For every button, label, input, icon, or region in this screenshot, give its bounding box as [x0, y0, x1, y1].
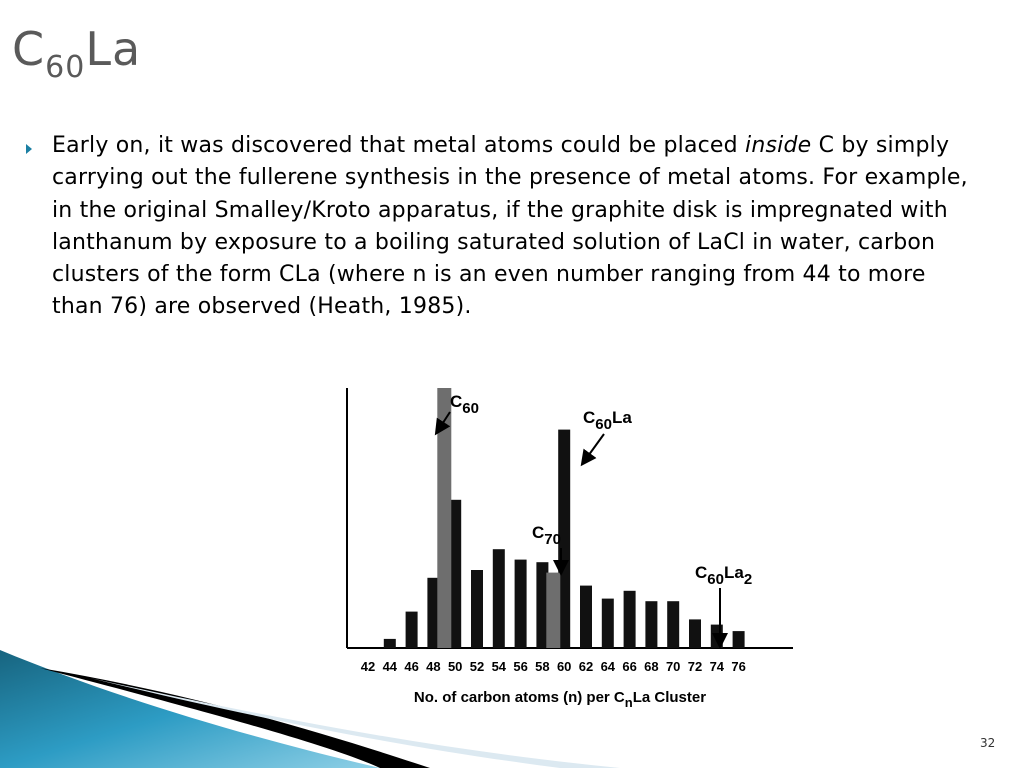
tick-label-76: 76	[731, 659, 746, 674]
title-tail: La	[85, 22, 142, 76]
bullet-text	[52, 130, 982, 324]
bullet-list	[22, 130, 982, 324]
tick-label-50: 50	[447, 659, 463, 674]
annotation-label-1: C60La	[583, 408, 632, 433]
bar-54	[493, 549, 505, 648]
bullet-text-part1: Early on, it was discovered that metal atoms could be placed	[52, 133, 746, 158]
slide-title	[12, 22, 141, 85]
title-subscript: 60	[45, 50, 86, 85]
tick-label-44: 44	[382, 659, 398, 674]
title-main: C	[12, 22, 46, 76]
annotation-arrow-1	[583, 434, 604, 463]
tick-label-46: 46	[404, 659, 419, 674]
tick-label-54: 54	[491, 659, 507, 674]
tick-label-64: 64	[600, 659, 616, 674]
bar-gray-59	[546, 573, 560, 648]
tick-label-68: 68	[644, 659, 659, 674]
tick-label-60: 60	[556, 659, 572, 674]
tick-label-62: 62	[578, 659, 594, 674]
tick-label-74: 74	[709, 659, 725, 674]
annotation-label-0: C60	[450, 392, 479, 417]
tick-label-58: 58	[535, 659, 550, 674]
tick-label-52: 52	[469, 659, 485, 674]
slide-decoration	[0, 640, 1024, 768]
bullet-arrow-icon	[26, 144, 32, 154]
bar-62	[580, 586, 592, 648]
tick-label-48: 48	[426, 659, 441, 674]
bullet-text-italic: inside	[745, 133, 812, 158]
tick-label-66: 66	[622, 659, 637, 674]
tick-label-56: 56	[513, 659, 528, 674]
bar-52	[471, 570, 483, 648]
bullet-text-part2: C by simply carrying out the fullerene synthesis in the presence of metal atoms. For example, in the original Smalley/Kroto apparatus, if the graphite disk is impregnated with lanthanum by exposure to a boiling saturated solution of LaCl in water, carbon clusters of the form CLa (where n is an even number ranging from 44 to more than 76) are observed (Heath, 1985).	[52, 133, 968, 320]
bar-56	[515, 560, 527, 648]
annotation-label-3: C60La2	[695, 563, 753, 588]
x-axis-label: No. of carbon atoms (n) per CnLa Cluster	[413, 689, 707, 710]
annotation-label-2: C70	[532, 523, 561, 548]
tick-label-42: 42	[360, 659, 376, 674]
tick-label-70: 70	[665, 659, 681, 674]
slide-number: 32	[980, 736, 996, 750]
tick-label-72: 72	[687, 659, 703, 674]
